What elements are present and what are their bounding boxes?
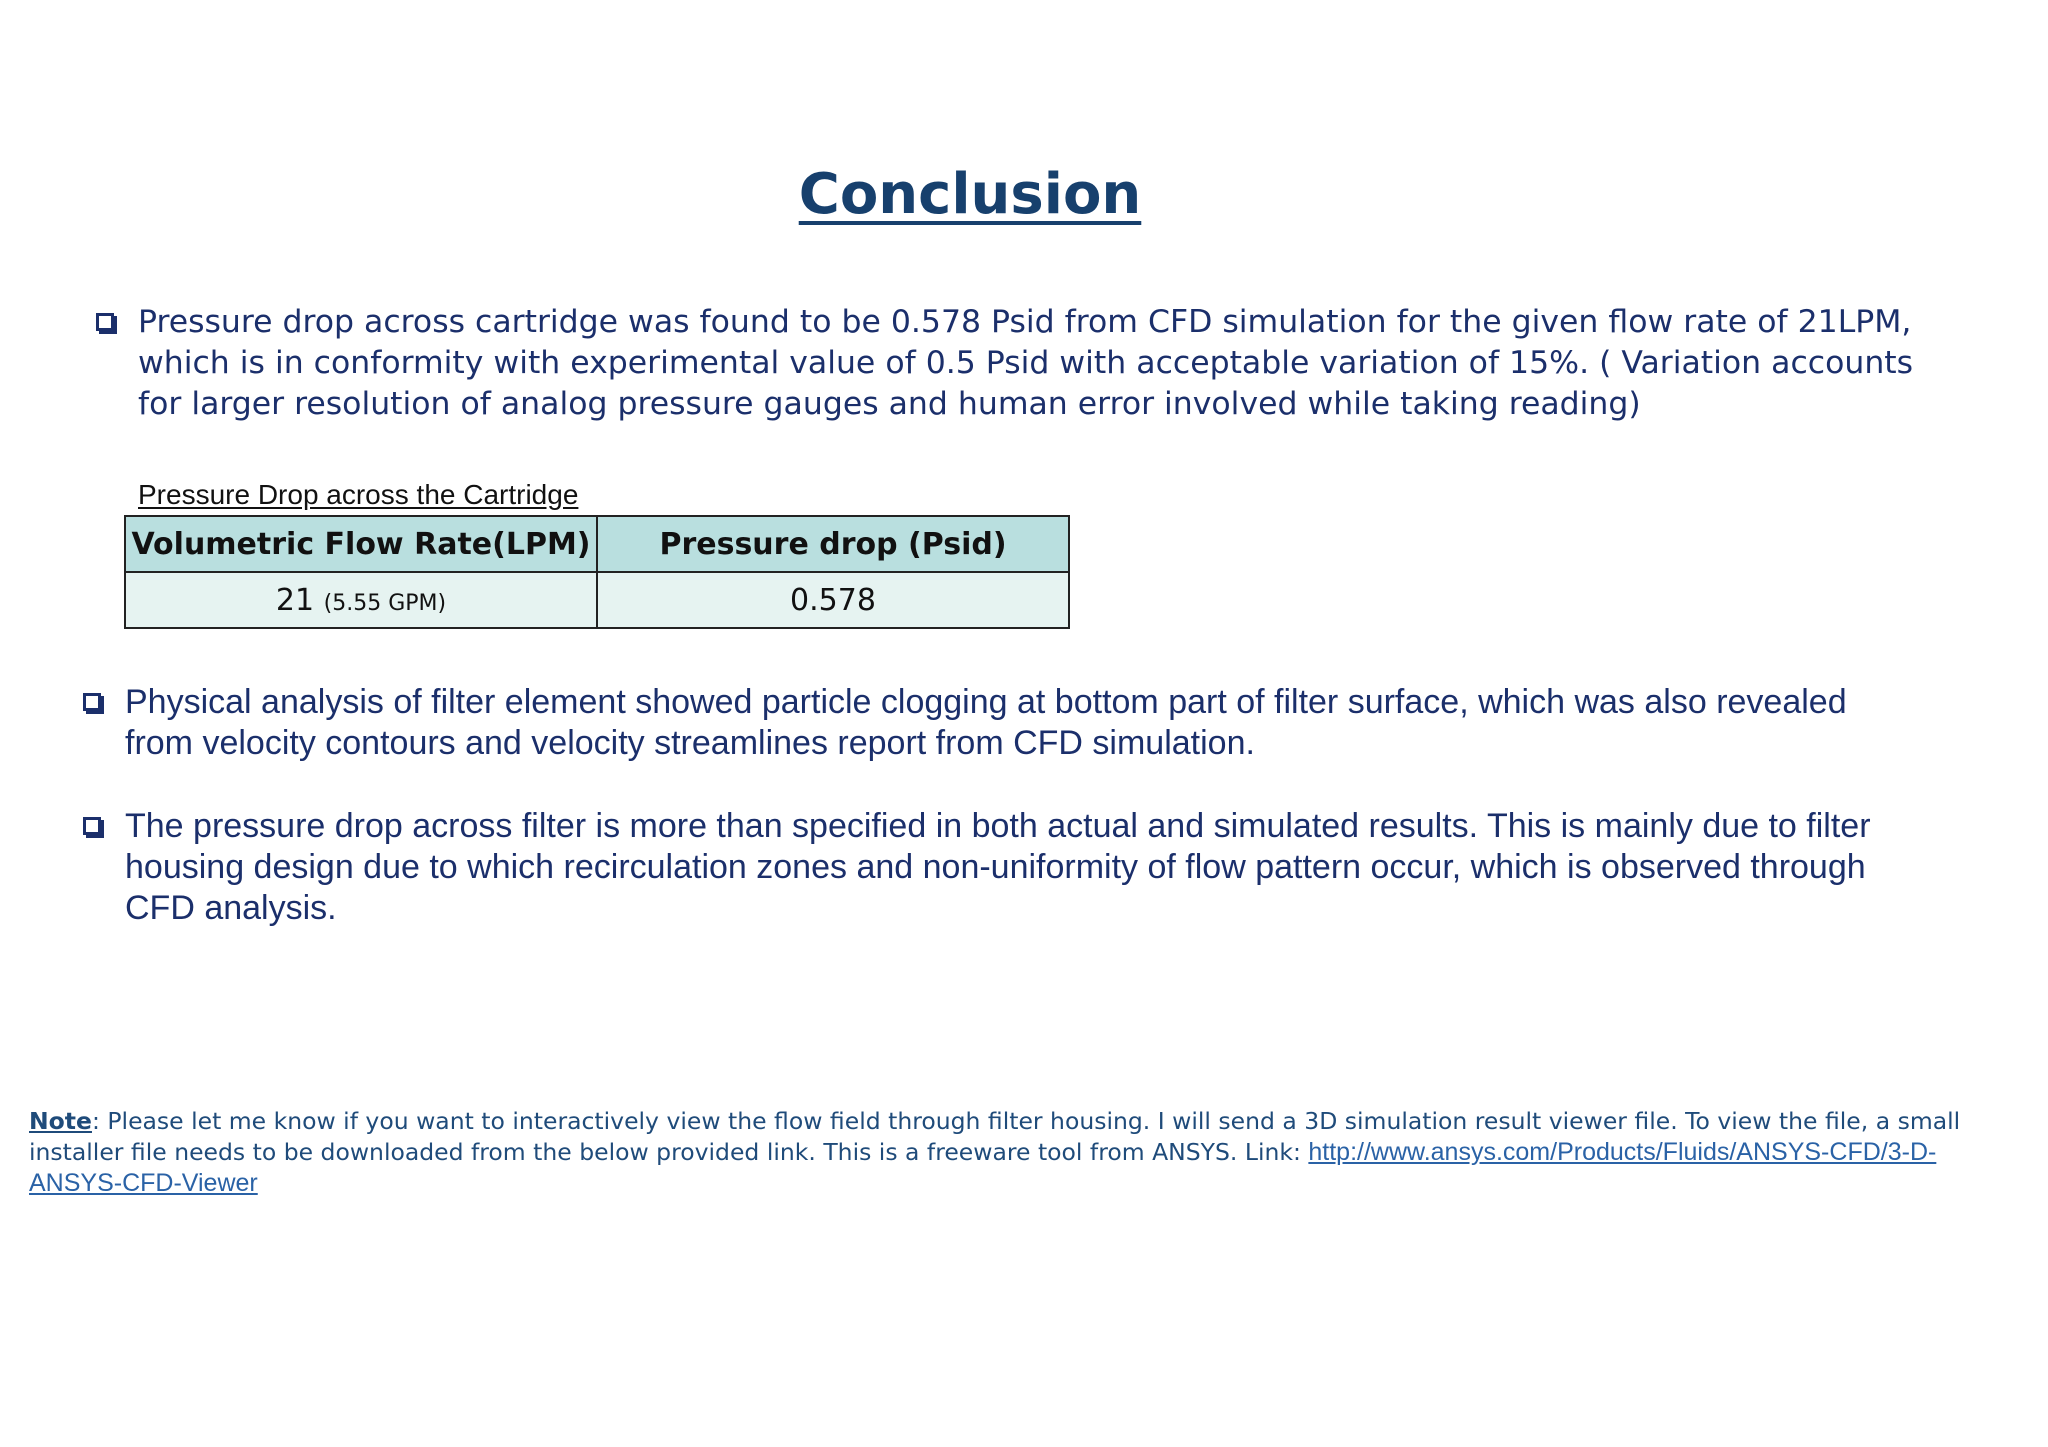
table-header-pressure-drop: Pressure drop (Psid) xyxy=(597,516,1069,572)
bullet-item-physical-analysis xyxy=(83,682,1913,764)
table-cell-flow-rate xyxy=(125,572,597,628)
checkbox-bullet-icon xyxy=(96,313,114,331)
table-header-row xyxy=(125,516,1069,572)
page-title-text: Conclusion xyxy=(798,162,1142,227)
table-caption: Pressure Drop across the Cartridge xyxy=(138,479,579,510)
footnote xyxy=(29,1106,1989,1199)
ansys-viewer-link[interactable]: http://www.ansys.com/Products/Fluids/ANSYS-CFD/3-D-ANSYS-CFD-Viewer xyxy=(29,1138,1937,1197)
bullet-item-pressure-drop xyxy=(96,302,1926,425)
note-text: : Please let me know if you want to interactively view the flow field through filter housing. I will send a 3D simulation result viewer file. To view the file, a small installer file needs to be downloaded from the below provided link. This is a freeware tool from ANSYS. Link: xyxy=(29,1107,1961,1166)
table-cell-pressure-drop: 0.578 xyxy=(597,572,1069,628)
table-row xyxy=(125,572,1069,628)
flow-rate-gpm: (5.55 GPM) xyxy=(323,590,447,616)
flow-rate-value: 21 xyxy=(275,582,315,618)
bullet-text: Physical analysis of filter element showed particle clogging at bottom part of filter surface, which was also revealed from velocity contours and velocity streamlines report from CFD simulation. xyxy=(125,683,1847,762)
table-header-flow-rate: Volumetric Flow Rate(LPM) xyxy=(125,516,597,572)
note-label: Note xyxy=(29,1107,92,1135)
pressure-drop-table xyxy=(124,515,1070,629)
bullet-text: The pressure drop across filter is more than specified in both actual and simulated results. This is mainly due to filter housing design due to which recirculation zones and non-uniformity of flow pattern occur, which is observed through CFD analysis. xyxy=(125,807,1871,927)
checkbox-bullet-icon xyxy=(83,693,101,711)
checkbox-bullet-icon xyxy=(83,817,101,835)
bullet-text: Pressure drop across cartridge was found to be 0.578 Psid from CFD simulation for the given flow rate of 21LPM, which is in conformity with experimental value of 0.5 Psid with acceptable variation of 15%. ( Variation accounts for larger resolution of analog pressure gauges and human error involved while taking reading) xyxy=(138,304,1914,422)
bullet-item-housing-design xyxy=(83,806,1913,929)
page-title xyxy=(0,162,1940,227)
